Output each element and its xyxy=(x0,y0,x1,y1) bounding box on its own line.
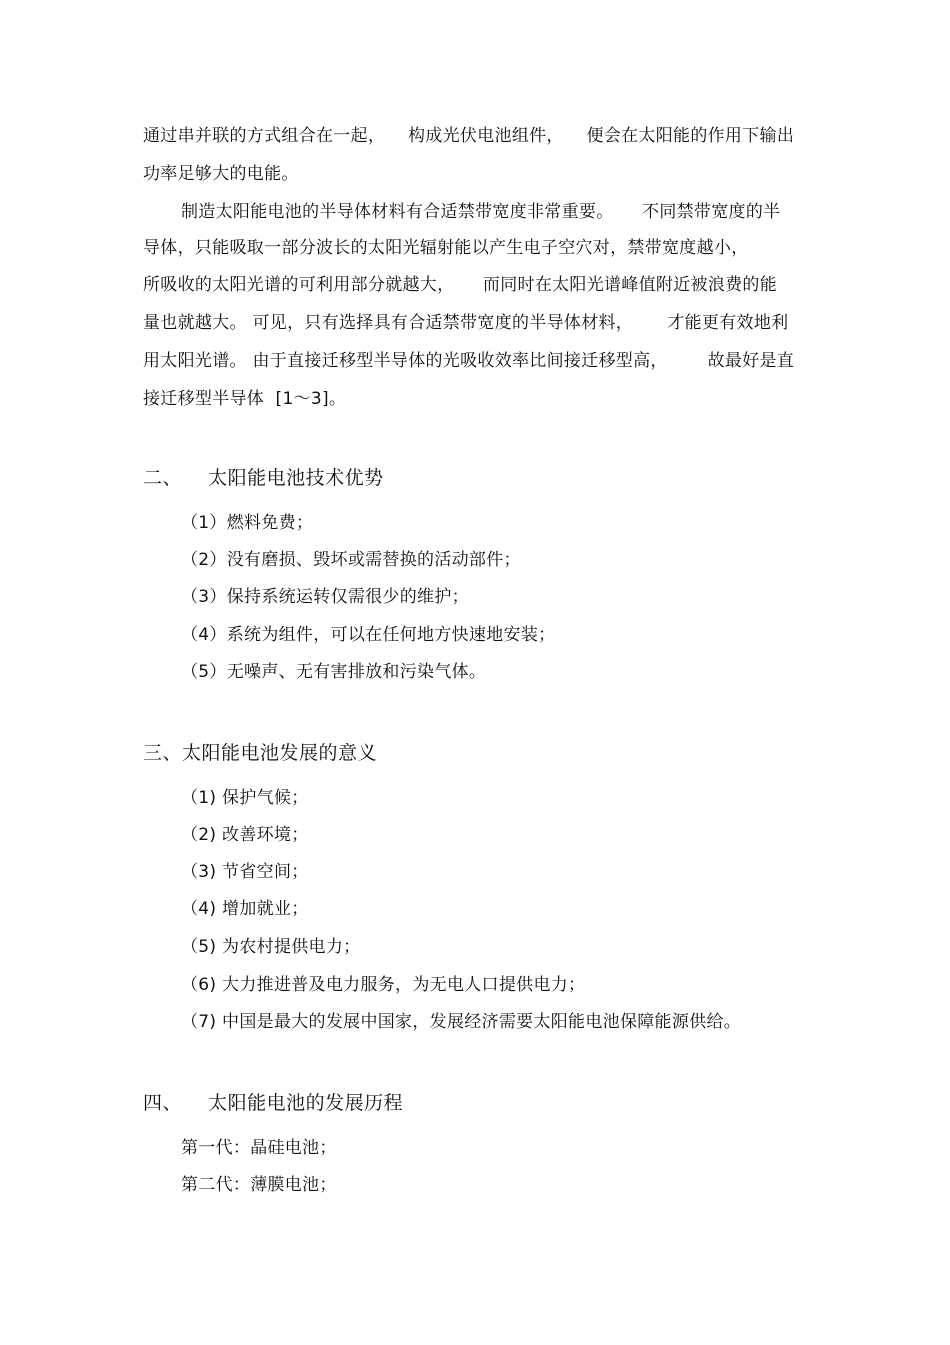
paragraph-2-line-4: 量也就越大。 可见，只有选择具有合适禁带宽度的半导体材料， 才能更有效地利 xyxy=(143,313,789,333)
section-4-heading: 四、 太阳能电池的发展历程 xyxy=(143,1092,404,1114)
section-3-item-7: （7) 中国是最大的发展中国家，发展经济需要太阳能电池保障能源供给。 xyxy=(181,1012,742,1032)
paragraph-2-line-3: 所吸收的太阳光谱的可利用部分就越大， 而同时在太阳光谱峰值附近被浪费的能 xyxy=(143,275,778,295)
section-3-item-6: （6) 大力推进普及电力服务，为无电人口提供电力； xyxy=(181,975,586,995)
paragraph-2-line-5: 用太阳光谱。 由于直接迁移型半导体的光吸收效率比间接迁移型高， 故最好是直 xyxy=(143,351,795,371)
section-3-heading: 三、太阳能电池发展的意义 xyxy=(143,742,378,764)
section-2-item-4: （4）系统为组件，可以在任何地方快速地安装； xyxy=(181,625,556,645)
paragraph-1-line-2: 功率足够大的电能。 xyxy=(143,164,299,184)
section-2-item-1: （1）燃料免费； xyxy=(181,513,314,533)
section-3-item-2: （2) 改善环境； xyxy=(181,825,309,845)
section-4-item-2: 第二代：薄膜电池； xyxy=(181,1175,337,1195)
paragraph-2-line-2: 导体，只能吸取一部分波长的太阳光辐射能以产生电子空穴对，禁带宽度越小， xyxy=(143,238,749,258)
section-3-item-4: （4) 增加就业； xyxy=(181,899,309,919)
section-2-item-3: （3）保持系统运转仅需很少的维护； xyxy=(181,587,469,607)
section-3-item-3: （3) 节省空间； xyxy=(181,862,309,882)
section-4-item-1: 第一代：晶硅电池； xyxy=(181,1138,337,1158)
section-2-heading: 二、 太阳能电池技术优势 xyxy=(143,467,384,489)
section-3-item-1: （1) 保护气候； xyxy=(181,788,309,808)
paragraph-2-line-1: 制造太阳能电池的半导体材料有合适禁带宽度非常重要。 不同禁带宽度的半 xyxy=(181,202,781,222)
section-2-item-5: （5）无噪声、无有害排放和污染气体。 xyxy=(181,662,487,682)
section-3-item-5: （5) 为农村提供电力； xyxy=(181,937,361,957)
paragraph-2-line-6: 接迁移型半导体 [1～3]。 xyxy=(143,389,347,409)
paragraph-1-line-1: 通过串并联的方式组合在一起， 构成光伏电池组件， 便会在太阳能的作用下输出 xyxy=(143,126,795,146)
section-2-item-2: （2）没有磨损、毁坏或需替换的活动部件； xyxy=(181,550,521,570)
